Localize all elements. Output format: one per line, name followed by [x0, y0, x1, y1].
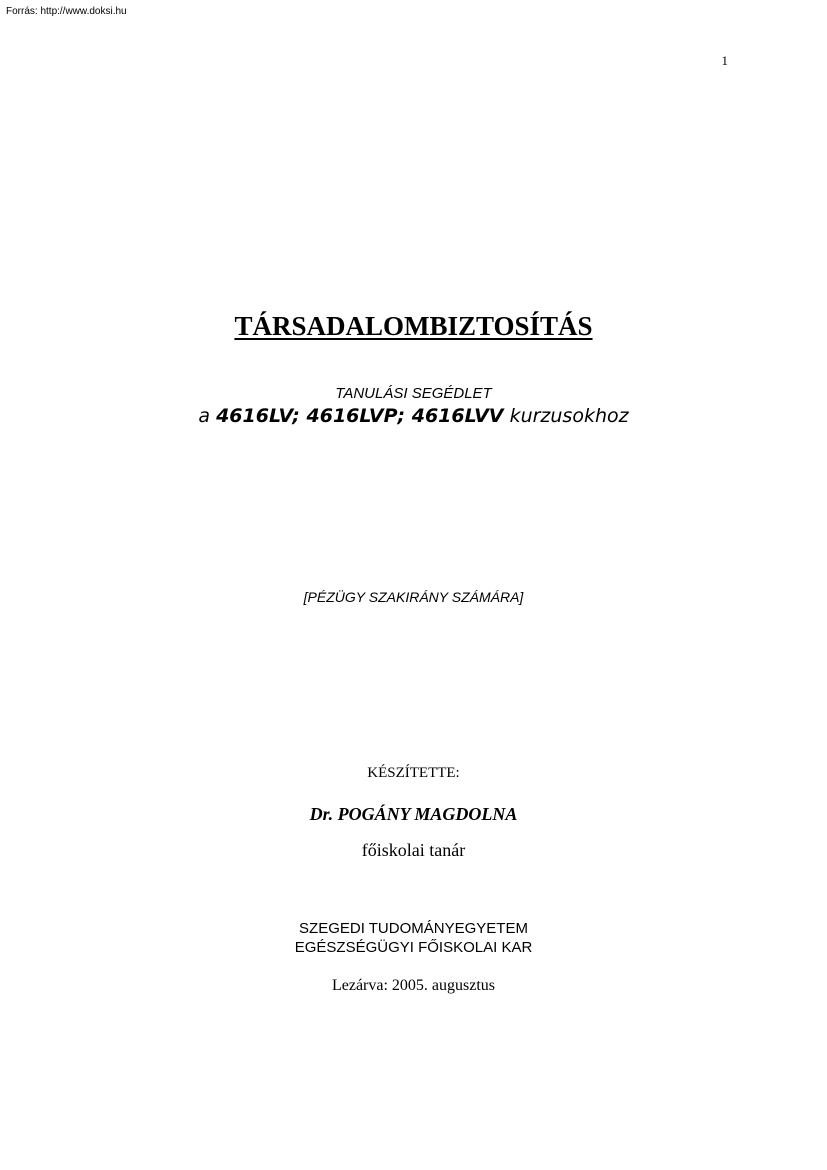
specialization-note: [PÉZÜGY SZAKIRÁNY SZÁMÁRA] [303, 589, 524, 605]
document-title: TÁRSADALOMBIZTOSÍTÁS [234, 311, 593, 341]
closing-date: Lezárva: 2005. augusztus [331, 977, 496, 994]
author-name: Dr. POGÁNY MAGDOLNA [309, 804, 518, 824]
page-number: 1 [721, 53, 728, 68]
author-title: főiskolai tanár [361, 840, 466, 860]
university-name: SZEGEDI TUDOMÁNYEGYETEM [299, 920, 528, 937]
prepared-by-label: KÉSZÍTETTE: [367, 765, 460, 781]
courses-line [0, 405, 827, 427]
source-note: Forrás: http://www.doksi.hu [6, 6, 127, 17]
courses-prefix: a [198, 405, 211, 427]
document-subtitle: TANULÁSI SEGÉDLET [335, 385, 492, 402]
courses-suffix: kurzusokhoz [509, 405, 629, 427]
faculty-name: EGÉSZSÉGÜGYI FŐISKOLAI KAR [294, 939, 533, 956]
course-codes: 4616LV; 4616LVP; 4616LVV [216, 405, 504, 427]
